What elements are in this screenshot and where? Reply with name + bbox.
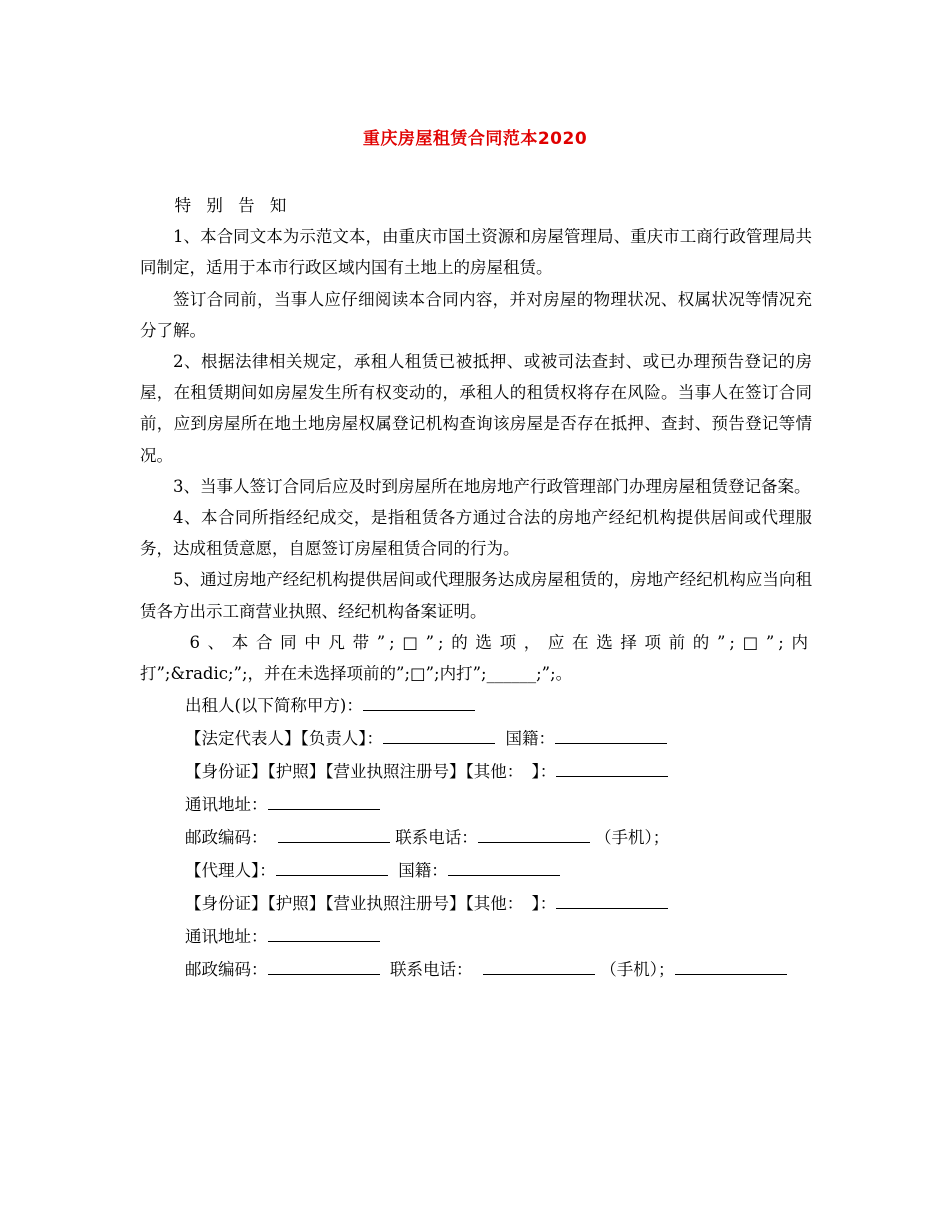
lessor-blank[interactable] [363,693,475,711]
id-blank-2[interactable] [556,891,668,909]
lessor-label: 出租人(以下简称甲方)： [185,696,363,716]
postcode-row [140,821,812,854]
id-blank[interactable] [556,759,668,777]
agent-blank[interactable] [276,858,388,876]
phone-blank[interactable] [478,825,590,843]
postcode-row-2 [140,953,812,986]
postcode-blank-2[interactable] [268,957,380,975]
id-row [140,755,812,788]
phone-label-2: 联系电话： [390,960,473,980]
legal-rep-blank[interactable] [383,726,495,744]
postcode-label-2: 邮政编码： [185,960,268,980]
agent-row [140,854,812,887]
postcode-blank[interactable] [278,825,390,843]
postcode-label: 邮政编码： [185,828,268,848]
nationality-label-2: 国籍： [398,861,448,881]
legal-rep-row [140,722,812,755]
paragraph-6 [140,627,812,689]
document-title: 重庆房屋租赁合同范本2020 [362,129,588,149]
address-blank-2[interactable] [268,924,380,942]
id-label-2: 【身份证】【护照】【营业执照注册号】【其他： 】： [185,894,557,914]
paragraph-sign-note: 签订合同前，当事人应仔细阅读本合同内容，并对房屋的物理状况、权属状况等情况充分了解。 [140,289,812,340]
phone-label: 联系电话： [395,828,478,848]
nationality-blank-2[interactable] [448,858,560,876]
legal-rep-label: 【法定代表人】【负责人】： [185,729,383,749]
mobile-label-2: （手机）； [600,960,675,980]
agent-label: 【代理人】： [185,861,276,881]
address-row-2 [140,920,812,953]
paragraph-2: 2、根据法律相关规定，承租人租赁已被抵押、或被司法查封、或已办理预告登记的房屋，在租赁期间如房屋发生所有权变动的，承租人的租赁权将存在风险。当事人在签订合同前，应到房屋所在地土地房屋权属登记机构查询该房屋是否存在抵押、查封、预告登记等情况。 [140,352,812,465]
phone-blank-2[interactable] [483,957,595,975]
paragraph-5: 5、通过房地产经纪机构提供居间或代理服务达成房屋租赁的，房地产经纪机构应当向租赁各方出示工商营业执照、经纪机构备案证明。 [140,570,812,621]
paragraph-6-line-1: 6、本合同中凡带”;□”;的选项，应在选择项前的”;□”;内 [189,632,812,652]
paragraph-6-line-2: 打”;&radic;”;，并在未选择项前的”;□”;内打”;______;”;。 [140,664,573,684]
notice-heading: 特 别 告 知 [174,196,292,215]
paragraph-4: 4、本合同所指经纪成交，是指租赁各方通过合法的房地产经纪机构提供居间或代理服务，达成租赁意愿，自愿签订房屋租赁合同的行为。 [140,508,812,559]
extra-blank-2[interactable] [675,957,787,975]
address-label-2: 通讯地址： [185,927,268,947]
id-row-2 [140,887,812,920]
address-label: 通讯地址： [185,795,268,815]
nationality-label: 国籍： [505,729,555,749]
document-body [140,190,812,986]
id-label: 【身份证】【护照】【营业执照注册号】【其他： 】： [185,762,557,782]
paragraph-1: 1、本合同文本为示范文本，由重庆市国土资源和房屋管理局、重庆市工商行政管理局共同制定，适用于本市行政区域内国有土地上的房屋租赁。 [140,227,812,278]
mobile-label: （手机）； [595,828,670,848]
nationality-blank[interactable] [555,726,667,744]
paragraph-3: 3、当事人签订合同后应及时到房屋所在地房地产行政管理部门办理房屋租赁登记备案。 [173,476,811,496]
address-blank[interactable] [268,792,380,810]
lessor-row [140,689,812,722]
address-row [140,788,812,821]
